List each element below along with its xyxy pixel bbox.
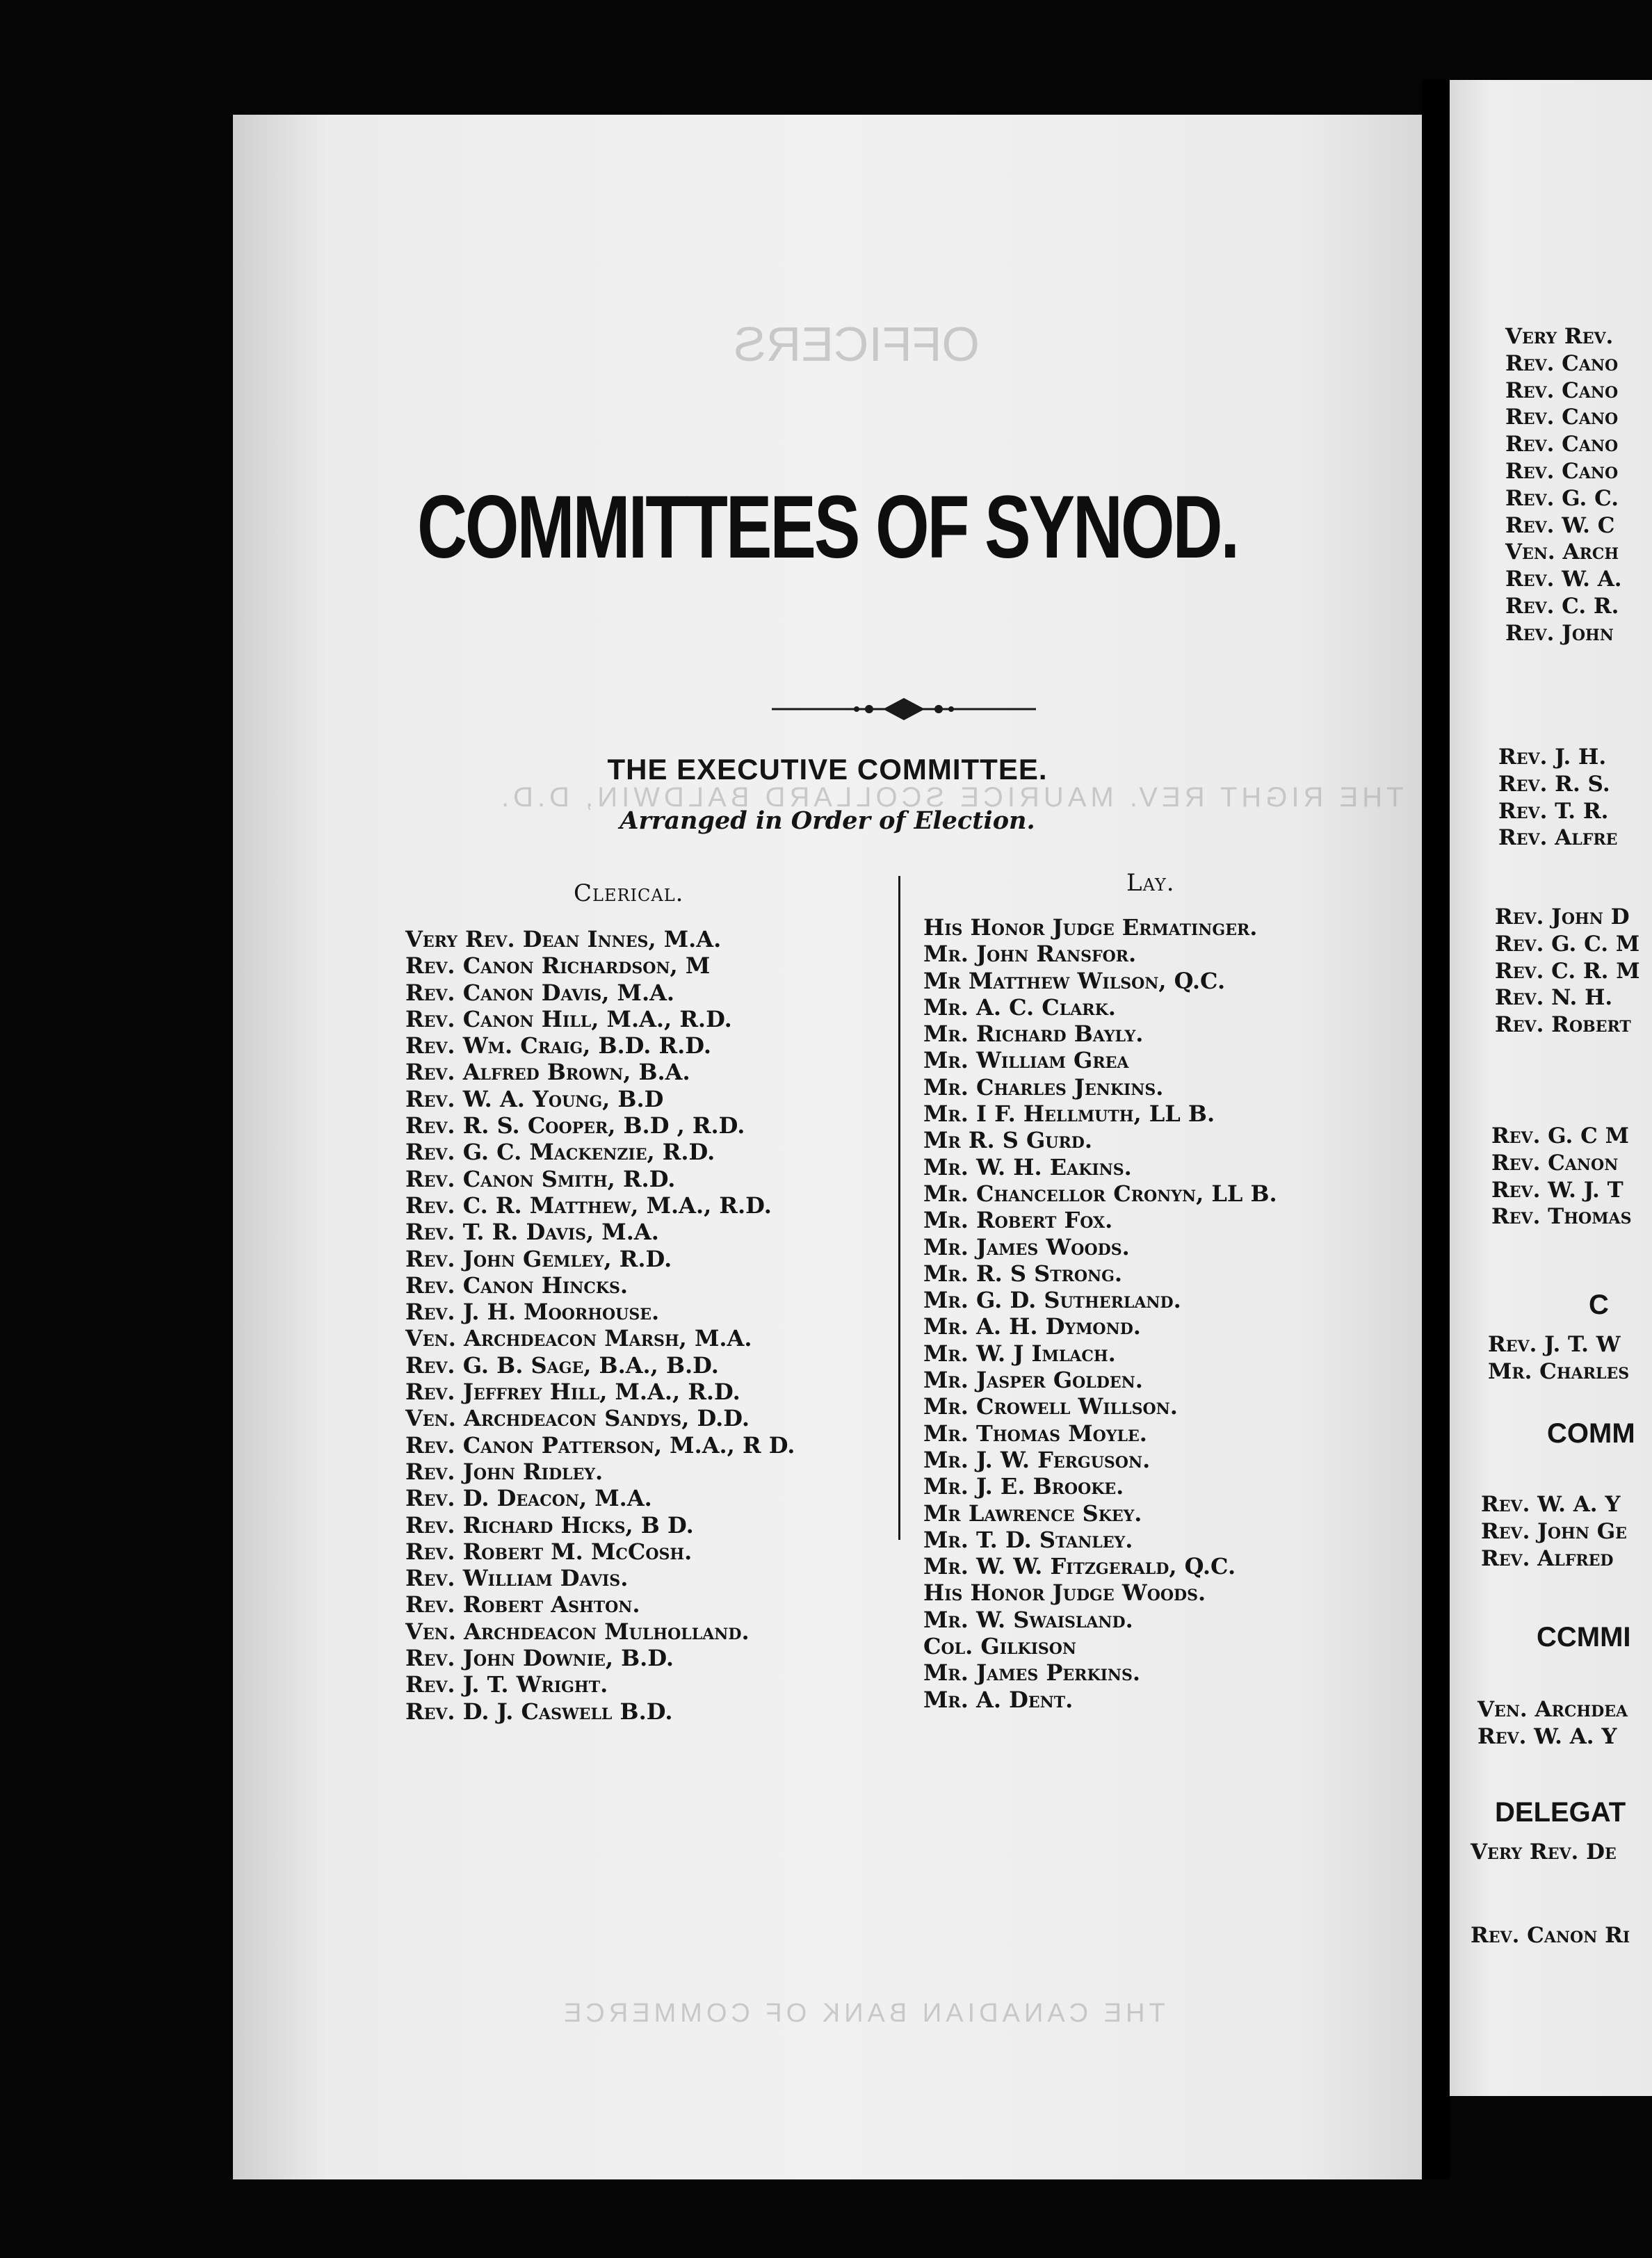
lay-heading: Lay. — [1126, 869, 1175, 897]
list-item: Rev. Cano — [1505, 350, 1619, 376]
list-item: Mr. Chancellor Cronyn, LL B. — [923, 1180, 1277, 1207]
list-item: Rev. J. H. — [1498, 745, 1607, 770]
list-item: Col. Gilkison — [923, 1633, 1077, 1660]
right-list — [1471, 1922, 1630, 1949]
right-page — [1450, 80, 1652, 2096]
lay-list — [923, 914, 1277, 1713]
list-item: Very Rev. Dean Innes, M.A. — [405, 926, 722, 952]
list-item: Mr. John Ransfor. — [923, 941, 1137, 968]
list-item: Rev. D. J. Caswell B.D. — [405, 1698, 673, 1725]
list-item: Mr. William Grea — [923, 1047, 1129, 1074]
right-list — [1495, 904, 1640, 1039]
list-item: Rev. W. J. T — [1491, 1177, 1623, 1203]
list-item: Rev. Canon — [1491, 1150, 1619, 1176]
list-item: Rev. Thomas — [1491, 1204, 1632, 1230]
list-item: Mr. I F. Hellmuth, LL B. — [923, 1100, 1215, 1128]
right-list — [1491, 1123, 1632, 1230]
list-item: Mr. Charles — [1488, 1358, 1630, 1384]
list-item: Rev. G. C M — [1491, 1123, 1629, 1148]
list-item: Rev. N. H. — [1495, 985, 1613, 1011]
list-item: Rev. Robert — [1495, 1012, 1631, 1038]
list-item: Rev. G. B. Sage, B.A., B.D. — [405, 1351, 719, 1379]
list-item: Mr. Charles Jenkins. — [923, 1073, 1164, 1100]
list-item: Mr. A. Dent. — [923, 1686, 1074, 1713]
list-item: Mr. W. H. Eakins. — [923, 1153, 1132, 1180]
right-list — [1498, 744, 1617, 852]
list-item: Rev. J. H. Moorhouse. — [405, 1299, 660, 1326]
list-item: Rev. G. C. — [1505, 485, 1619, 511]
right-list — [1471, 1839, 1617, 1866]
list-item: His Honor Judge Woods. — [923, 1579, 1206, 1607]
list-item: Rev. W. A. — [1505, 567, 1622, 592]
list-item: Very Rev. De — [1471, 1839, 1617, 1865]
bleed-through-text: OFFICERS — [734, 317, 980, 371]
list-item: Mr. W. J Imlach. — [923, 1340, 1116, 1367]
list-item: Rev. C. R. — [1505, 593, 1619, 619]
list-item: Rev. C. R. Matthew, M.A., R.D. — [405, 1192, 772, 1219]
list-item: Rev. W. A. Y — [1477, 1723, 1617, 1749]
right-list — [1481, 1491, 1627, 1572]
list-item: Very Rev. — [1505, 324, 1614, 349]
list-item: Mr. W. W. Fitzgerald, Q.C. — [923, 1553, 1236, 1580]
list-item: Mr. J. W. Ferguson. — [923, 1446, 1151, 1473]
list-item: Rev. J. T. W — [1488, 1332, 1621, 1357]
list-item: Mr. Robert Fox. — [923, 1207, 1113, 1234]
page-title: COMMITTEES OF SYNOD. — [416, 478, 1238, 577]
list-item: Rev. Richard Hicks, B D. — [405, 1511, 694, 1538]
list-item: Rev. R. S. Cooper, B.D , R.D. — [405, 1112, 745, 1139]
list-item: Rev. G. C. Mackenzie, R.D. — [405, 1139, 715, 1166]
list-item: Rev. John Ridley. — [405, 1458, 604, 1485]
list-item: Rev. Alfred — [1481, 1545, 1614, 1571]
right-list — [1488, 1331, 1629, 1386]
list-item: Rev. W. A. Young, B.D — [405, 1085, 664, 1112]
list-item: Mr Lawrence Skey. — [923, 1500, 1142, 1527]
list-item: Rev. John — [1505, 620, 1614, 646]
list-item: Rev. D. Deacon, M.A. — [405, 1485, 652, 1512]
list-item: Ven. Archdeacon Marsh, M.A. — [405, 1325, 752, 1352]
list-item: Rev. Cano — [1505, 458, 1619, 484]
list-item: Ven. Arch — [1505, 539, 1619, 565]
list-item: Rev. John Ge — [1481, 1518, 1627, 1544]
list-item: Rev. William Davis. — [405, 1565, 629, 1592]
list-item: Rev. Alfred Brown, B.A. — [405, 1059, 690, 1086]
list-item: Rev. Jeffrey Hill, M.A., R.D. — [405, 1379, 740, 1406]
list-item: Ven. Archdea — [1477, 1697, 1628, 1722]
list-item: Rev. Canon Davis, M.A. — [405, 979, 675, 1006]
list-item: Rev. Canon Patterson, M.A., R D. — [405, 1431, 795, 1459]
list-item: Rev. W. A. Y — [1481, 1492, 1621, 1517]
list-item: Rev. G. C. M — [1495, 931, 1640, 957]
list-item: Mr. T. D. Stanley. — [923, 1526, 1133, 1553]
list-item: Rev. Robert Ashton. — [405, 1591, 640, 1618]
clerical-list — [405, 926, 795, 1725]
list-item: Mr. Jasper Golden. — [923, 1367, 1143, 1394]
column-divider — [898, 876, 900, 1540]
list-item: Rev. Alfre — [1498, 825, 1618, 851]
list-item: Mr. Thomas Moyle. — [923, 1420, 1147, 1447]
list-item: Mr. Crowell Willson. — [923, 1393, 1178, 1420]
list-item: Rev. J. T. Wright. — [405, 1671, 608, 1698]
list-item: Rev. Canon Hincks. — [405, 1272, 629, 1299]
list-item: Rev. Robert M. McCosh. — [405, 1538, 693, 1565]
list-item: Ven. Archdeacon Mulholland. — [405, 1618, 750, 1645]
list-item: Mr. A. H. Dymond. — [923, 1313, 1141, 1340]
committee-subtitle: Arranged in Order of Election. — [620, 806, 1035, 835]
page-gutter — [1422, 80, 1450, 2179]
list-item: Rev. John Gemley, R.D. — [405, 1245, 672, 1272]
ornament-divider — [772, 688, 1036, 730]
list-item: Rev. C. R. M — [1495, 958, 1640, 984]
list-item: Rev. Wm. Craig, B.D. R.D. — [405, 1032, 712, 1059]
list-item: Rev. T. R. Davis, M.A. — [405, 1219, 659, 1246]
right-heading: C — [1589, 1290, 1609, 1320]
list-item: Rev. Canon Smith, R.D. — [405, 1165, 676, 1192]
list-item: Rev. Canon Richardson, M — [405, 952, 711, 980]
list-item: Rev. R. S. — [1498, 771, 1610, 797]
list-item: Mr. A. C. Clark. — [923, 993, 1116, 1021]
left-page — [233, 115, 1422, 2179]
list-item: Rev. Cano — [1505, 377, 1619, 403]
clerical-heading: Clerical. — [574, 879, 684, 907]
list-item: Mr. W. Swaisland. — [923, 1606, 1133, 1633]
list-item: Mr. J. E. Brooke. — [923, 1473, 1124, 1500]
list-item: Rev. Cano — [1505, 432, 1619, 457]
right-heading: DELEGAT — [1495, 1797, 1626, 1828]
list-item: Mr. James Woods. — [923, 1233, 1130, 1260]
list-item: Rev. W. C — [1505, 512, 1615, 538]
right-list — [1505, 323, 1622, 647]
list-item: Mr. Richard Bayly. — [923, 1021, 1144, 1048]
list-item: Rev. John Downie, B.D. — [405, 1645, 674, 1672]
list-item: His Honor Judge Ermatinger. — [923, 914, 1258, 941]
list-item: Mr. G. D. Sutherland. — [923, 1287, 1181, 1314]
list-item: Rev. John D — [1495, 904, 1630, 929]
list-item: Rev. T. R. — [1498, 798, 1609, 824]
right-heading: COMM — [1547, 1418, 1635, 1449]
list-item: Ven. Archdeacon Sandys, D.D. — [405, 1405, 750, 1432]
committee-title: THE EXECUTIVE COMMITTEE. — [607, 753, 1048, 786]
list-item: Rev. Canon Ri — [1471, 1923, 1630, 1948]
right-heading: CCMMI — [1537, 1622, 1631, 1652]
bleed-through-text: THE RIGHT REV. MAURICE SCOLLARD BALDWIN, D.D. — [497, 782, 1404, 813]
list-item: Mr. R. S Strong. — [923, 1260, 1123, 1287]
list-item: Mr Matthew Wilson, Q.C. — [923, 967, 1226, 994]
list-item: Rev. Canon Hill, M.A., R.D. — [405, 1005, 732, 1032]
bleed-through-text: THE CANADIAN BANK OF COMMERCE — [560, 1999, 1165, 2028]
right-list — [1477, 1696, 1628, 1751]
list-item: Rev. Cano — [1505, 405, 1619, 430]
list-item: Mr. James Perkins. — [923, 1659, 1141, 1687]
list-item: Mr R. S Gurd. — [923, 1127, 1092, 1154]
